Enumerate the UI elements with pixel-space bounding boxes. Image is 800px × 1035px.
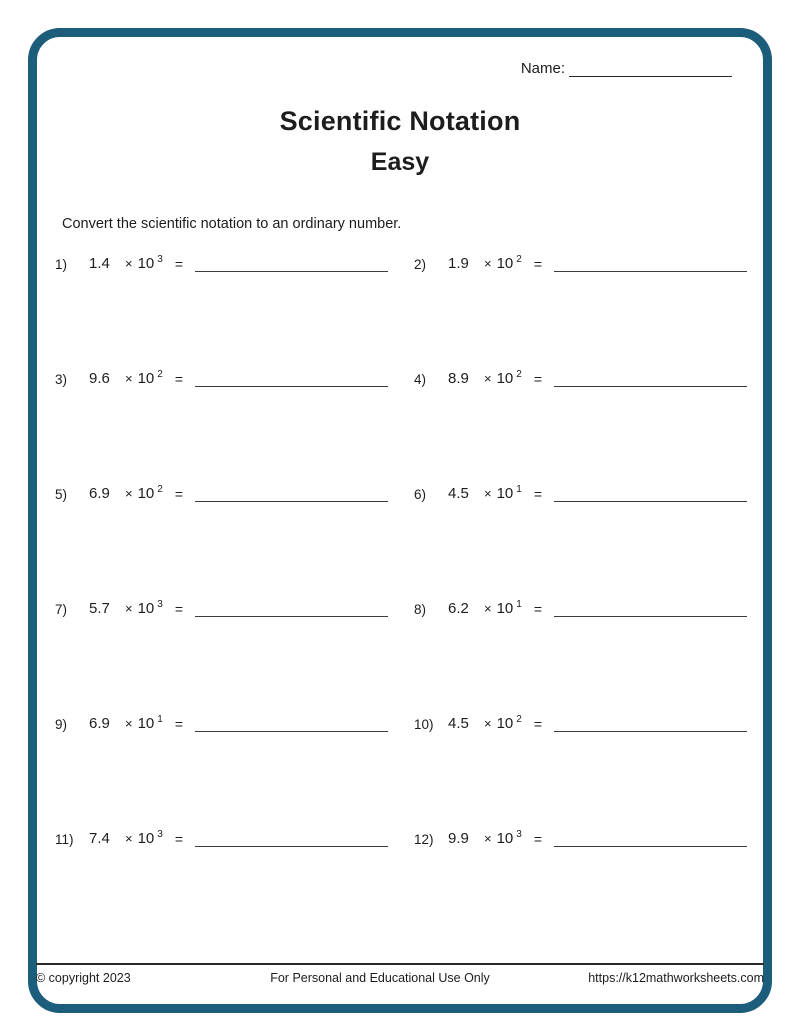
problem-exponent: 3: [157, 254, 163, 265]
multiplication-sign: ×: [484, 256, 492, 271]
problem-base: 10: [137, 715, 155, 732]
problem-coefficient: 9.6: [89, 370, 110, 387]
problem-coefficient: 4.5: [448, 715, 469, 732]
answer-blank-line: [554, 598, 747, 617]
problem-number: 11): [55, 832, 74, 847]
instruction-text: Convert the scientific notation to an ordinary number.: [62, 216, 402, 232]
footer-rule: [36, 963, 764, 965]
footer-usage: For Personal and Educational Use Only: [270, 971, 490, 985]
problem-base: 10: [137, 830, 155, 847]
problem-row: [55, 480, 388, 502]
problem-row: [414, 365, 747, 387]
multiplication-sign: ×: [125, 371, 133, 386]
equals-sign: =: [174, 716, 184, 732]
footer-url: https://k12mathworksheets.com: [588, 971, 764, 985]
page-title: Scientific Notation: [279, 106, 521, 136]
problem-exponent: 2: [516, 714, 522, 725]
answer-blank-line: [554, 368, 747, 387]
equals-sign: =: [174, 601, 184, 617]
footer: [36, 971, 764, 985]
problems-grid: [55, 250, 747, 940]
problem-row: [414, 595, 747, 617]
problem-row: [55, 250, 388, 272]
multiplication-sign: ×: [484, 371, 492, 386]
equals-sign: =: [174, 831, 184, 847]
problem-base: 10: [137, 485, 155, 502]
problem-base: 10: [496, 485, 514, 502]
problem-exponent: 3: [157, 829, 163, 840]
name-label: Name:: [520, 60, 565, 77]
answer-blank-line: [195, 598, 388, 617]
problem-number: 3): [55, 372, 68, 387]
equals-sign: =: [533, 831, 543, 847]
problem-base: 10: [137, 600, 155, 617]
problem-row: [414, 250, 747, 272]
multiplication-sign: ×: [484, 831, 492, 846]
equals-sign: =: [174, 371, 184, 387]
problem-exponent: 1: [516, 484, 522, 495]
problem-coefficient: 9.9: [448, 830, 469, 847]
multiplication-sign: ×: [125, 831, 133, 846]
problem-coefficient: 7.4: [89, 830, 110, 847]
multiplication-sign: ×: [484, 486, 492, 501]
problem-exponent: 3: [157, 599, 163, 610]
problem-row: [55, 365, 388, 387]
equals-sign: =: [533, 601, 543, 617]
problem-coefficient: 8.9: [448, 370, 469, 387]
problem-coefficient: 1.9: [448, 255, 469, 272]
name-blank-line: [569, 60, 732, 77]
problem-number: 4): [414, 372, 427, 387]
problem-coefficient: 6.9: [89, 485, 110, 502]
problem-number: 2): [414, 257, 427, 272]
multiplication-sign: ×: [484, 716, 492, 731]
problem-row: [55, 825, 388, 847]
answer-blank-line: [195, 483, 388, 502]
answer-blank-line: [195, 253, 388, 272]
problem-number: 12): [414, 832, 434, 847]
problem-number: 9): [55, 717, 68, 732]
problem-base: 10: [496, 255, 514, 272]
problem-exponent: 2: [516, 369, 522, 380]
problem-base: 10: [496, 830, 514, 847]
problem-base: 10: [496, 370, 514, 387]
answer-blank-line: [554, 713, 747, 732]
multiplication-sign: ×: [125, 486, 133, 501]
multiplication-sign: ×: [484, 601, 492, 616]
problem-coefficient: 6.2: [448, 600, 469, 617]
equals-sign: =: [533, 256, 543, 272]
problem-coefficient: 4.5: [448, 485, 469, 502]
answer-blank-line: [195, 713, 388, 732]
problem-number: 8): [414, 602, 427, 617]
answer-blank-line: [195, 368, 388, 387]
equals-sign: =: [533, 486, 543, 502]
answer-blank-line: [554, 483, 747, 502]
problem-exponent: 1: [157, 714, 163, 725]
multiplication-sign: ×: [125, 601, 133, 616]
problem-number: 1): [55, 257, 68, 272]
problem-exponent: 3: [516, 829, 522, 840]
equals-sign: =: [533, 371, 543, 387]
problem-row: [414, 825, 747, 847]
problem-row: [55, 595, 388, 617]
problem-exponent: 1: [516, 599, 522, 610]
problem-coefficient: 1.4: [89, 255, 110, 272]
problem-row: [414, 710, 747, 732]
problem-number: 6): [414, 487, 427, 502]
answer-blank-line: [554, 828, 747, 847]
page-subtitle: Easy: [370, 148, 430, 176]
problem-base: 10: [137, 370, 155, 387]
equals-sign: =: [533, 716, 543, 732]
problem-coefficient: 5.7: [89, 600, 110, 617]
problem-base: 10: [137, 255, 155, 272]
problem-base: 10: [496, 600, 514, 617]
answer-blank-line: [554, 253, 747, 272]
footer-copyright: © copyright 2023: [36, 971, 131, 985]
problem-base: 10: [496, 715, 514, 732]
problem-exponent: 2: [516, 254, 522, 265]
problem-exponent: 2: [157, 484, 163, 495]
problem-number: 10): [414, 717, 434, 732]
equals-sign: =: [174, 256, 184, 272]
problem-coefficient: 6.9: [89, 715, 110, 732]
problem-number: 7): [55, 602, 68, 617]
multiplication-sign: ×: [125, 716, 133, 731]
multiplication-sign: ×: [125, 256, 133, 271]
problem-number: 5): [55, 487, 68, 502]
problem-exponent: 2: [157, 369, 163, 380]
name-row: [521, 60, 732, 77]
answer-blank-line: [195, 828, 388, 847]
problem-row: [55, 710, 388, 732]
problem-row: [414, 480, 747, 502]
equals-sign: =: [174, 486, 184, 502]
